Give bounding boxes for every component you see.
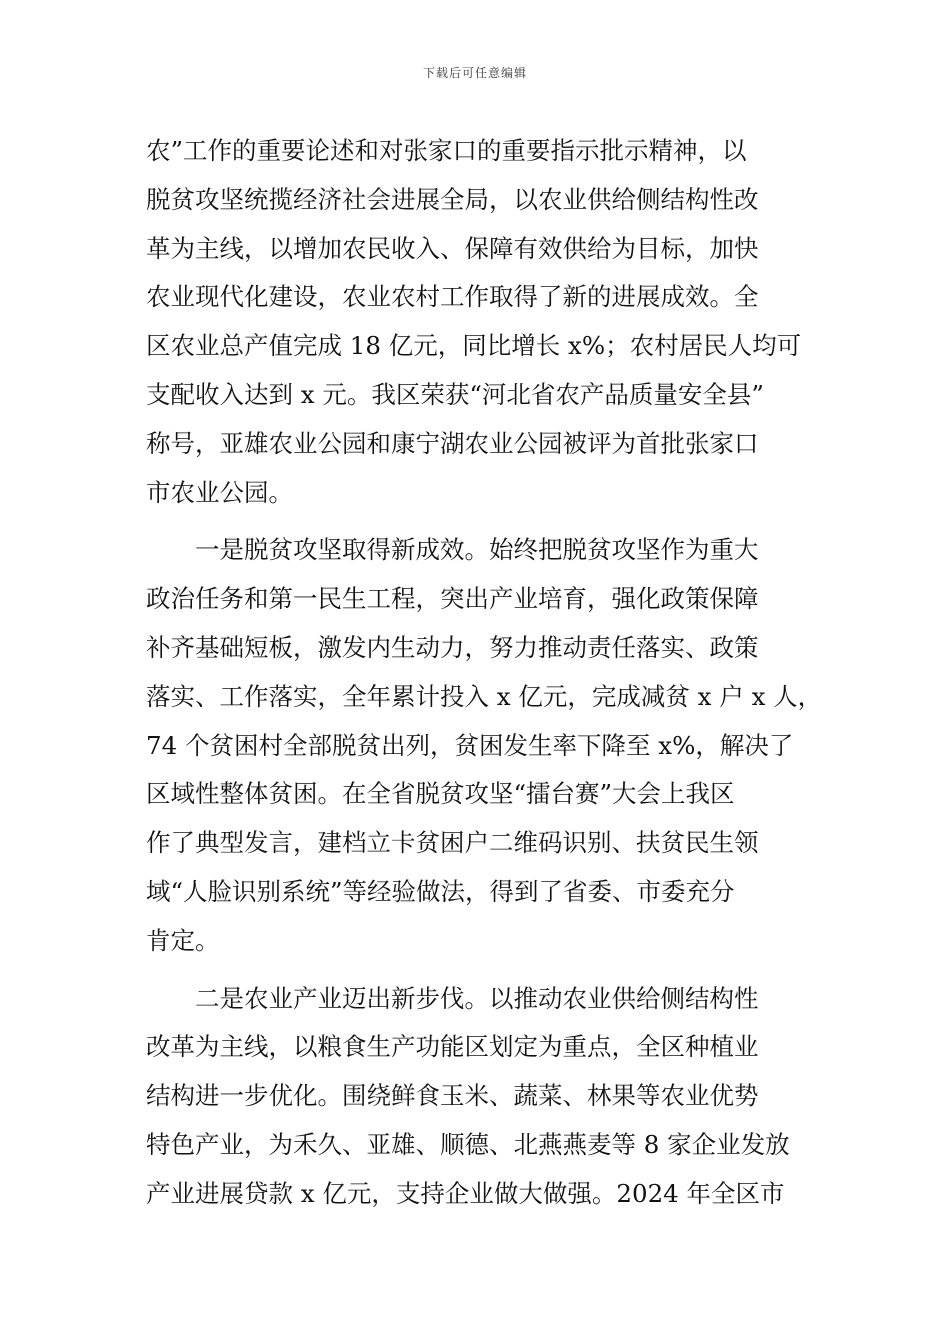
text-line: 域“人脸识别系统”等经验做法，得到了省委、市委充分 [146, 876, 735, 906]
paragraph-3 [146, 975, 826, 1219]
text-line: 改革为主线，以粮食生产功能区划定为重点，全区种植业 [146, 1032, 759, 1062]
page-header: 下载后可任意编辑 [422, 66, 527, 80]
text-line: 政治任务和第一民生工程，突出产业培育，强化政策保障 [146, 584, 759, 614]
text-line: 称号，亚雄农业公园和康宁湖农业公园被评为首批张家口 [146, 428, 759, 458]
text-line: 革为主线，以增加农民收入、保障有效供给为目标，加快 [146, 233, 759, 263]
text-line: 脱贫攻坚统揽经济社会进展全局，以农业供给侧结构性改 [146, 184, 759, 214]
document-body [146, 127, 826, 1219]
text-line: 区农业总产值完成 18 亿元，同比增长 x%；农村居民人均可 [146, 331, 802, 361]
text-line: 结构进一步优化。围绕鲜食玉米、蔬菜、林果等农业优势 [146, 1081, 759, 1111]
text-line: 落实、工作落实，全年累计投入 x 亿元，完成减贫 x 户 x 人， [146, 681, 823, 711]
text-line: 市农业公园。 [146, 477, 293, 507]
text-line: 肯定。 [146, 925, 220, 955]
text-line: 二是农业产业迈出新步伐。以推动农业供给侧结构性 [195, 983, 759, 1013]
text-line: 补齐基础短板，激发内生动力，努力推动责任落实、政策 [146, 632, 759, 662]
text-line: 支配收入达到 x 元。我区荣获“河北省农产品质量安全县” [146, 379, 764, 409]
text-line: 74 个贫困村全部脱贫出列，贫困发生率下降至 x%，解决了 [146, 730, 794, 760]
text-line: 特色产业，为禾久、亚雄、顺德、北燕燕麦等 8 家企业发放 [146, 1129, 790, 1159]
paragraph-gap [146, 966, 826, 975]
paragraph-2 [146, 526, 826, 965]
paragraph-1 [146, 127, 826, 517]
text-line: 作了典型发言，建档立卡贫困户二维码识别、扶贫民生领 [146, 828, 759, 858]
text-line: 农业现代化建设，农业农村工作取得了新的进展成效。全 [146, 282, 759, 312]
text-line: 一是脱贫攻坚取得新成效。始终把脱贫攻坚作为重大 [195, 535, 759, 565]
paragraph-gap [146, 517, 826, 526]
text-line: 区域性整体贫困。在全省脱贫攻坚“擂台赛”大会上我区 [146, 779, 735, 809]
text-line: 产业进展贷款 x 亿元，支持企业做大做强。2024 年全区市 [146, 1178, 785, 1208]
text-line: 农”工作的重要论述和对张家口的重要指示批示精神，以 [146, 136, 747, 165]
